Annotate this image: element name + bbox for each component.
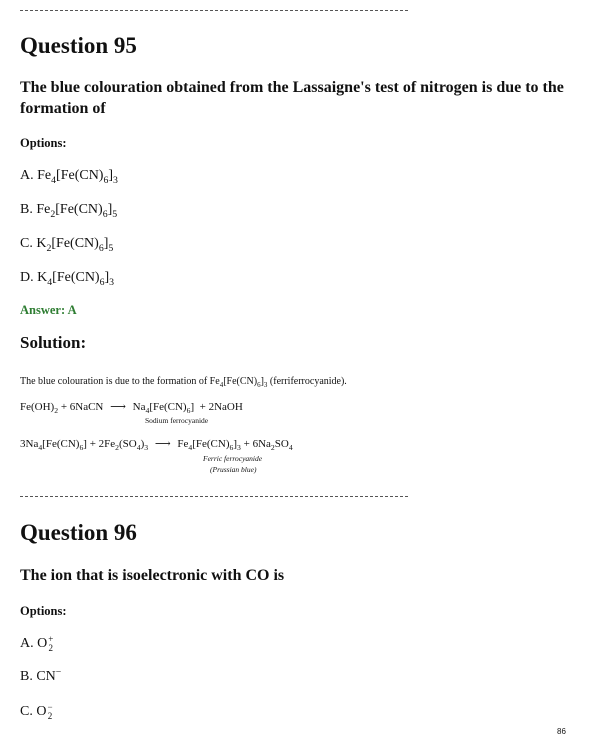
question-title: Question 96: [20, 520, 137, 545]
equation-1-right: $Na_4[Fe(CN)_6]$ + 2NaOH: [132, 401, 243, 416]
option-formula: $Fe_2[Fe(CN)_6]_5$: [36, 202, 118, 220]
reaction-arrow-icon: ⟶: [110, 401, 126, 413]
equation-2-left: $3Na_4[Fe(CN)_6] + 2Fe_2(SO_4)_3$: [20, 438, 149, 453]
page-number: 86: [557, 727, 566, 736]
solution-text: The blue colouration is due to the formation of $Fe_4[Fe(CN)_6]_3$ (ferriferrocyanide).: [20, 376, 347, 389]
answer-label: Answer: A: [20, 303, 77, 317]
option-formula: O− 2: [36, 702, 53, 721]
option-letter: C.: [20, 236, 37, 251]
equation-2-sublabel: (Prussian blue): [210, 465, 257, 474]
option-letter: B.: [20, 202, 37, 217]
options-label: Options:: [20, 136, 67, 150]
option-letter: B.: [20, 669, 37, 684]
question-title: Question 95: [20, 33, 137, 58]
option-c[interactable]: [20, 236, 113, 252]
equation-1: [20, 400, 243, 416]
reaction-arrow-icon: ⟶: [154, 438, 171, 450]
option-a[interactable]: [20, 168, 118, 184]
question-divider: [20, 496, 408, 497]
equation-2-right: $Fe_4[Fe(CN)_6]_3 + 6Na_2SO_4$: [177, 438, 293, 453]
equation-1-left: $Fe(OH)_2$ + 6NaCN: [20, 401, 104, 416]
equation-2-label: Ferric ferrocyanide: [203, 454, 263, 463]
option-formula: $Fe_4[Fe(CN)_6]_3$: [37, 168, 118, 186]
option-formula: CN−: [36, 666, 62, 684]
question-text: The blue colouration obtained from the Lassaigne's test of nitrogen is due to the formation of: [20, 79, 564, 117]
top-divider: [20, 10, 408, 11]
option-b[interactable]: [20, 202, 117, 218]
option-letter: A.: [20, 168, 38, 183]
option-letter: D.: [20, 270, 38, 285]
option-c[interactable]: [20, 703, 53, 721]
option-d[interactable]: [20, 270, 114, 286]
option-letter: A.: [20, 636, 38, 652]
option-letter: C.: [20, 704, 37, 720]
option-b[interactable]: [20, 666, 62, 685]
option-a[interactable]: [20, 635, 53, 653]
options-label: Options:: [20, 604, 67, 618]
option-formula: $K_2[Fe(CN)_6]_5$: [36, 236, 114, 254]
equation-2: [20, 437, 293, 453]
equation-1-label: Sodium ferrocyanide: [145, 416, 209, 425]
option-formula: O+ 2: [37, 634, 54, 653]
question-text: The ion that is isoelectronic with CO is: [20, 567, 285, 584]
solution-title: Solution:: [20, 333, 87, 352]
option-formula: $K_4[Fe(CN)_6]_3$: [37, 270, 115, 288]
